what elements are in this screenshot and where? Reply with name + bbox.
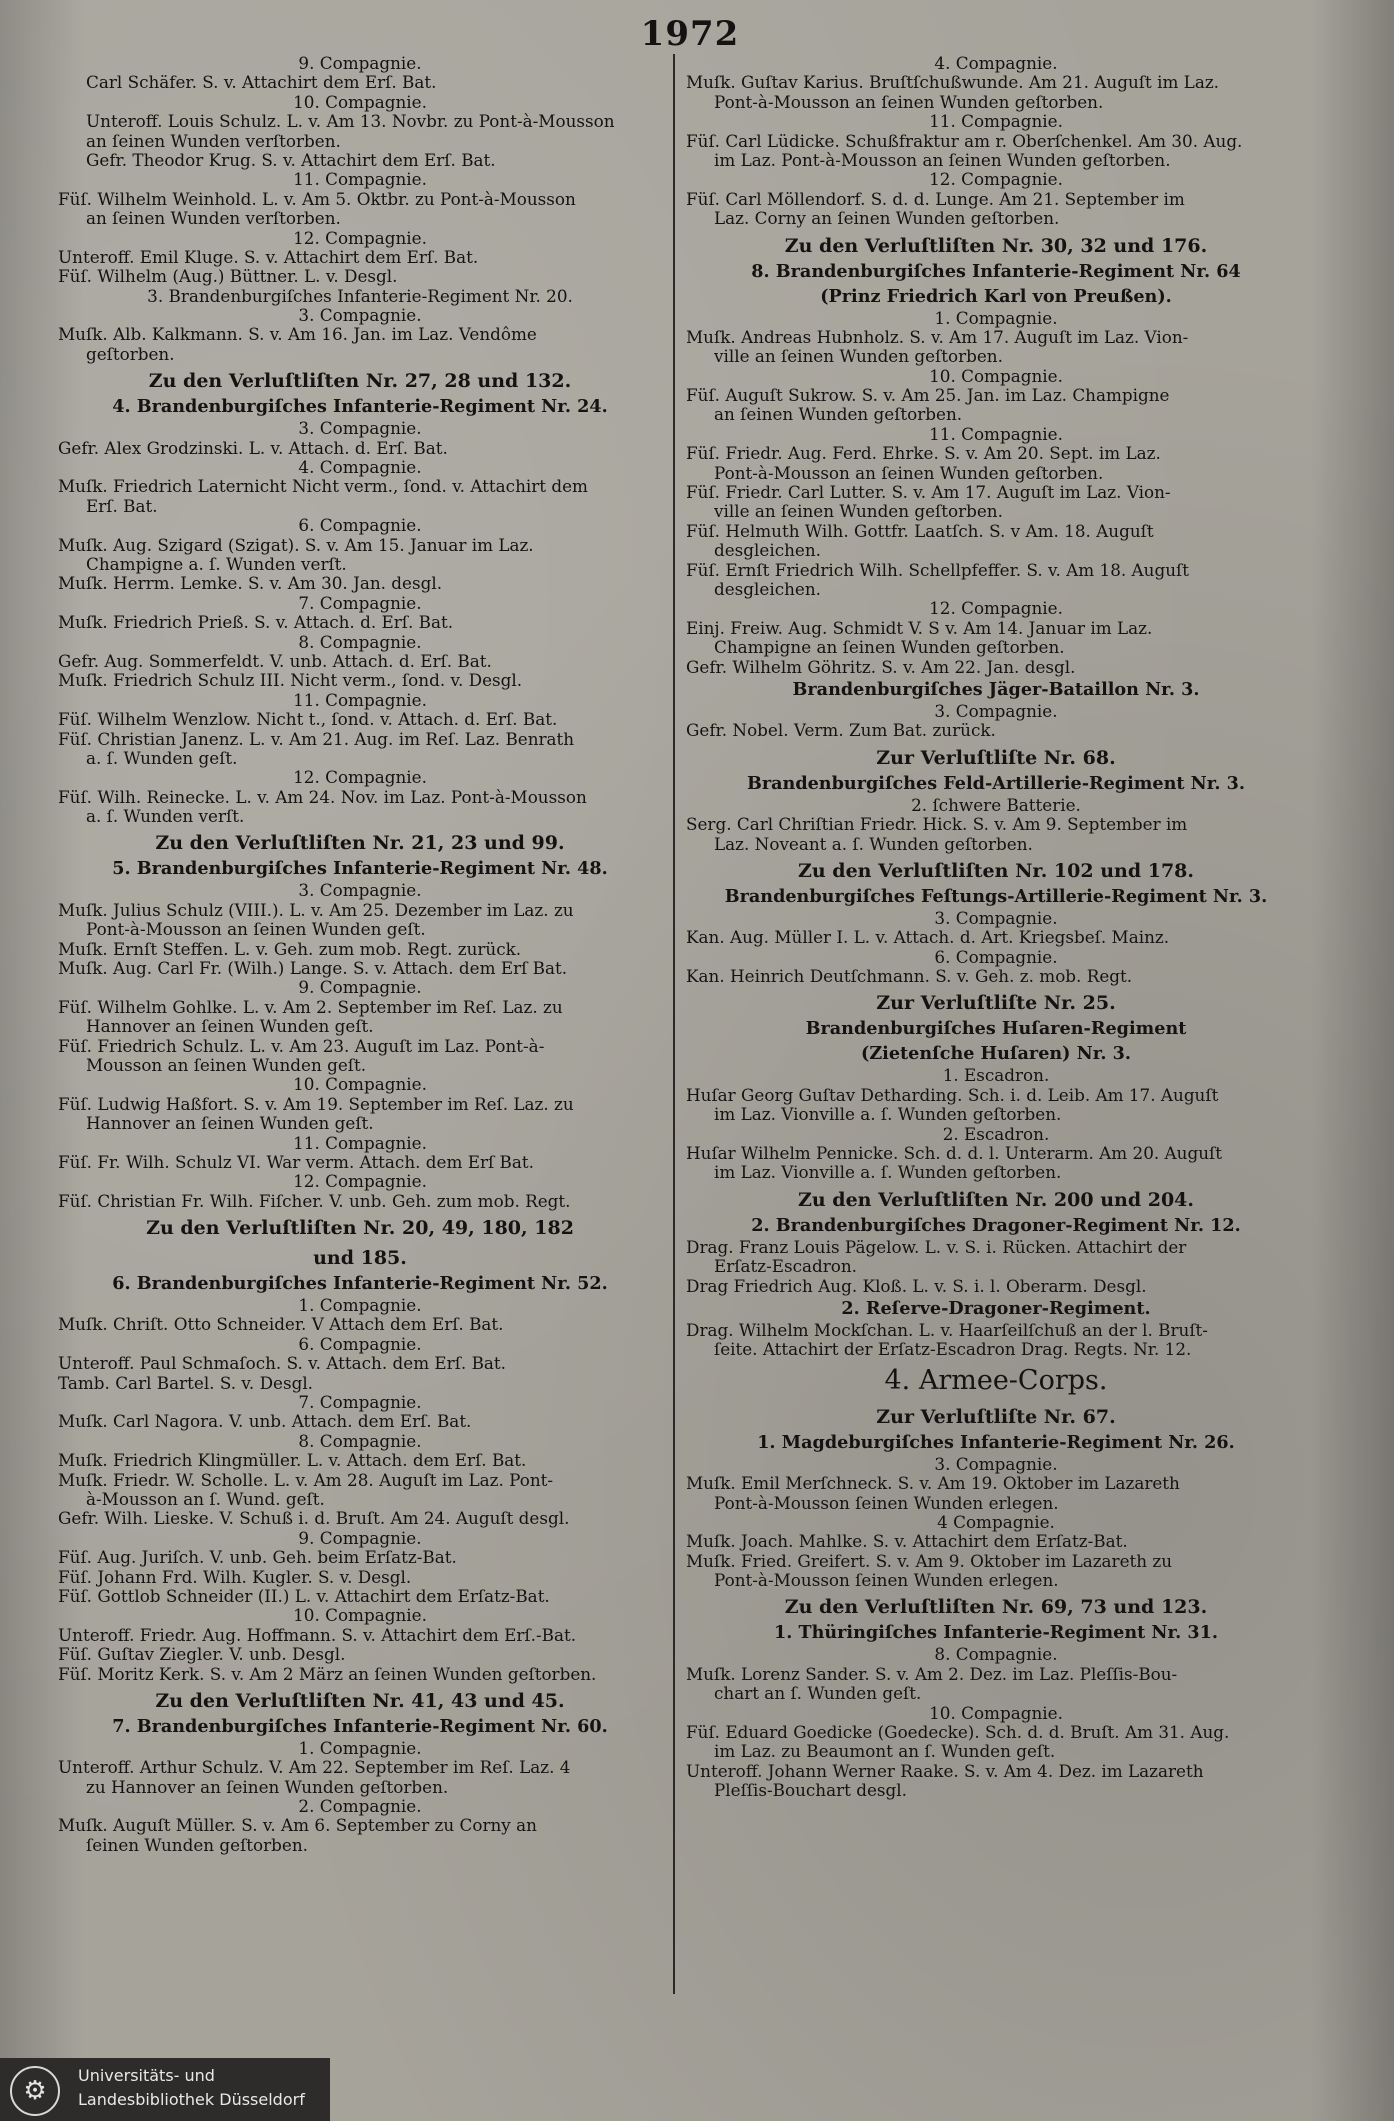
company-heading: 7. Compagnie. (298, 1393, 422, 1413)
list-heading: Zu den Verluſtliſten Nr. 200 und 204. (797, 1188, 1195, 1211)
entry-line: Huſar Georg Guſtav Detharding. Sch. i. d. Leib. Am 17. Auguſt (686, 1085, 1219, 1105)
company-heading: 3. Compagnie. (934, 908, 1058, 928)
company-heading: 12. Compagnie. (929, 599, 1063, 619)
entry-line: Füſ. Friedrich Schulz. L. v. Am 23. Auguſt im Laz. Pont-à- (58, 1036, 545, 1056)
company-heading: 7. Compagnie. (298, 593, 422, 613)
entry-line: Unteroff. Arthur Schulz. V. Am 22. September im Reſ. Laz. 4 (58, 1758, 571, 1778)
entry-line: Unteroff. Friedr. Aug. Hoffmann. S. v. Attachirt dem Erſ.-Bat. (58, 1625, 577, 1645)
entry-line: Füſ. Eduard Goedicke (Goedecke). Sch. d. d. Bruſt. Am 31. Aug. (686, 1723, 1230, 1743)
entry-continuation: an ſeinen Wunden verſtorben. (86, 209, 341, 229)
column-divider (673, 54, 675, 1994)
list-heading: Zu den Verluſtliſten Nr. 27, 28 und 132. (148, 370, 572, 393)
list-heading: Zu den Verluſtliſten Nr. 102 und 178. (797, 859, 1195, 882)
company-heading: 6. Compagnie. (298, 516, 422, 536)
entry-line: Muſk. Alb. Kalkmann. S. v. Am 16. Jan. im Laz. Vendôme (58, 325, 537, 345)
entry-continuation: Pont-à-Mousson ſeinen Wunden erlegen. (714, 1493, 1059, 1513)
entry-continuation: Carl Schäfer. S. v. Attachirt dem Erſ. Bat. (86, 73, 437, 93)
entry-line: Muſk. Emil Merſchneck. S. v. Am 19. Oktober im Lazareth (686, 1474, 1180, 1494)
company-heading: 8. Compagnie. (934, 1645, 1058, 1665)
list-heading: und 185. (313, 1247, 407, 1270)
entry-continuation: Champigne an ſeinen Wunden geſtorben. (714, 638, 1065, 658)
company-heading: 1. Compagnie. (298, 1738, 422, 1758)
entry-continuation: desgleichen. (714, 579, 821, 599)
company-heading: 11. Compagnie. (929, 112, 1063, 132)
entry-line: Muſk. Friedrich Laternicht Nicht verm., ſond. v. Attachirt dem (58, 477, 588, 497)
entry-line: Muſk. Aug. Szigard (Szigat). S. v. Am 15. Januar im Laz. (58, 535, 534, 555)
regiment-heading: 6. Brandenburgiſches Infanterie-Regiment Nr. 52. (112, 1273, 608, 1295)
company-heading: 3. Compagnie. (298, 306, 422, 326)
entry-continuation: desgleichen. (714, 541, 821, 561)
entry-continuation: im Laz. zu Beaumont an ſ. Wunden geſt. (714, 1742, 1056, 1762)
entry-line: Gefr. Aug. Sommerfeldt. V. unb. Attach. d. Erſ. Bat. (58, 651, 492, 671)
entry-line: Muſk. Julius Schulz (VIII.). L. v. Am 25. Dezember im Laz. zu (58, 900, 574, 920)
entry-continuation: Gefr. Theodor Krug. S. v. Attachirt dem Erſ. Bat. (86, 150, 496, 170)
company-heading: 11. Compagnie. (929, 424, 1063, 444)
entry-continuation: Hannover an ſeinen Wunden geſt. (86, 1114, 374, 1134)
entry-line: Muſk. Andreas Hubnholz. S. v. Am 17. Auguſt im Laz. Vion- (686, 327, 1189, 347)
entry-line: Füſ. Ludwig Haßfort. S. v. Am 19. September im Reſ. Laz. zu (58, 1094, 574, 1114)
entry-continuation: Hannover an ſeinen Wunden geſt. (86, 1017, 374, 1037)
entry-line: Füſ. Aug. Juriſch. V. unb. Geh. beim Erſatz-Bat. (58, 1548, 457, 1568)
entry-continuation: ſeinen Wunden geſtorben. (86, 1835, 308, 1855)
entry-line: Füſ. Guſtav Ziegler. V. unb. Desgl. (58, 1645, 346, 1665)
entry-line: Füſ. Christian Janenz. L. v. Am 21. Aug. im Reſ. Laz. Benrath (58, 729, 575, 749)
right-column (686, 54, 1306, 1801)
entry-line: Einj. Freiw. Aug. Schmidt V. S v. Am 14. Januar im Laz. (686, 618, 1153, 638)
entry-continuation: an ſeinen Wunden geſtorben. (714, 405, 963, 425)
regiment-heading: 2. Reſerve-Dragoner-Regiment. (841, 1297, 1151, 1319)
entry-continuation: Pleſſis-Bouchart desgl. (714, 1781, 907, 1801)
entry-continuation: Champigne a. ſ. Wunden verſt. (86, 554, 347, 574)
entry-line: Muſk. Joach. Mahlke. S. v. Attachirt dem Erſatz-Bat. (686, 1532, 1128, 1552)
entry-continuation: a. ſ. Wunden geſt. (86, 748, 238, 768)
regiment-heading: 8. Brandenburgiſches Infanterie-Regiment Nr. 64 (751, 260, 1241, 282)
entry-line: Unteroff. Paul Schmaſoch. S. v. Attach. dem Erſ. Bat. (58, 1354, 507, 1374)
entry-line: Muſk. Lorenz Sander. S. v. Am 2. Dez. im Laz. Pleſſis-Bou- (686, 1664, 1178, 1684)
regiment-heading: Brandenburgiſches Feſtungs-Artillerie-Regiment Nr. 3. (724, 885, 1268, 907)
company-heading: 10. Compagnie. (929, 366, 1063, 386)
entry-line: Muſk. Friedr. W. Scholle. L. v. Am 28. Auguſt im Laz. Pont- (58, 1470, 554, 1490)
company-heading: 8. Compagnie. (298, 1431, 422, 1451)
entry-line: Tamb. Carl Bartel. S. v. Desgl. (58, 1373, 314, 1393)
regiment-heading: Brandenburgiſches Feld-Artillerie-Regiment Nr. 3. (746, 772, 1246, 794)
left-column (58, 54, 662, 1855)
company-heading: 3. Brandenburgiſches Infanterie-Regiment Nr. 20. (147, 286, 573, 306)
library-name-line2: Landesbibliothek Düsseldorf (78, 2090, 305, 2109)
entry-line: Füſ. Wilhelm (Aug.) Büttner. L. v. Desgl. (58, 267, 398, 287)
company-heading: 3. Compagnie. (934, 701, 1058, 721)
company-heading: 1. Escadron. (942, 1066, 1050, 1086)
list-heading: Zu den Verluſtliſten Nr. 69, 73 und 123. (784, 1596, 1208, 1619)
regiment-heading: (Prinz Friedrich Karl von Preußen). (820, 285, 1172, 307)
company-heading: 10. Compagnie. (929, 1703, 1063, 1723)
entry-line: Drag. Franz Louis Pägelow. L. v. S. i. Rücken. Attachirt der (686, 1237, 1187, 1257)
entry-line: Gefr. Nobel. Verm. Zum Bat. zurück. (686, 721, 996, 741)
company-heading: 6. Compagnie. (934, 947, 1058, 967)
entry-line: Füſ. Helmuth Wilh. Gottfr. Laatſch. S. v Am. 18. Auguſt (686, 521, 1154, 541)
list-heading: Zur Verluſtliſte Nr. 25. (876, 992, 1116, 1015)
regiment-heading: Brandenburgiſches Huſaren-Regiment (805, 1018, 1187, 1040)
regiment-heading: 1. Magdeburgiſches Infanterie-Regiment Nr. 26. (757, 1431, 1235, 1453)
company-heading: 4. Compagnie. (934, 54, 1058, 73)
company-heading: 2. ſchwere Batterie. (911, 795, 1081, 815)
list-heading: Zu den Verluſtliſten Nr. 20, 49, 180, 182 (146, 1217, 574, 1240)
company-heading: 11. Compagnie. (293, 690, 427, 710)
company-heading: 12. Compagnie. (293, 228, 427, 248)
entry-line: Kan. Heinrich Deutſchmann. S. v. Geh. z. mob. Regt. (686, 967, 1133, 987)
entry-continuation: ville an ſeinen Wunden geſtorben. (714, 347, 1003, 367)
entry-line: Füſ. Fr. Wilh. Schulz VI. War verm. Attach. dem Erſ Bat. (58, 1152, 534, 1172)
entry-continuation: ville an ſeinen Wunden geſtorben. (714, 502, 1003, 522)
entry-line: Muſk. Friedrich Schulz III. Nicht verm., ſond. v. Desgl. (58, 671, 523, 691)
entry-line: Huſar Wilhelm Pennicke. Sch. d. d. l. Unterarm. Am 20. Auguſt (686, 1144, 1222, 1164)
entry-continuation: Laz. Corny an ſeinen Wunden geſtorben. (714, 209, 1060, 229)
company-heading: 1. Compagnie. (934, 308, 1058, 328)
company-heading: 12. Compagnie. (929, 170, 1063, 190)
entry-line: Gefr. Alex Grodzinski. L. v. Attach. d. Erſ. Bat. (58, 438, 448, 458)
regiment-heading: 4. Brandenburgiſches Infanterie-Regiment Nr. 24. (112, 396, 608, 418)
entry-line: Füſ. Wilh. Reinecke. L. v. Am 24. Nov. im Laz. Pont-à-Mousson (58, 787, 587, 807)
entry-continuation: à-Mousson an ſ. Wund. geſt. (86, 1490, 325, 1509)
company-heading: 4. Compagnie. (298, 458, 422, 478)
regiment-heading: 7. Brandenburgiſches Infanterie-Regiment Nr. 60. (112, 1715, 608, 1737)
entry-line: Muſk. Friedrich Prieß. S. v. Attach. d. Erſ. Bat. (58, 613, 454, 633)
library-name-line1: Universitäts- und (78, 2066, 215, 2085)
company-heading: 10. Compagnie. (293, 92, 427, 112)
entry-line: Drag Friedrich Aug. Kloß. L. v. S. i. l. Oberarm. Desgl. (686, 1276, 1147, 1296)
entry-continuation: im Laz. Vionville a. ſ. Wunden geſtorben. (714, 1163, 1062, 1183)
company-heading: 4 Compagnie. (937, 1512, 1055, 1532)
entry-continuation: zu Hannover an ſeinen Wunden geſtorben. (86, 1777, 449, 1797)
entry-line: Füſ. Wilhelm Weinhold. L. v. Am 5. Oktbr. zu Pont-à-Mousson (58, 189, 576, 209)
entry-line: Füſ. Friedr. Carl Lutter. S. v. Am 17. Auguſt im Laz. Vion- (686, 483, 1171, 503)
entry-line: Füſ. Wilhelm Gohlke. L. v. Am 2. September im Reſ. Laz. zu (58, 997, 563, 1017)
entry-continuation: geſtorben. (86, 344, 175, 364)
list-heading: Zu den Verluſtliſten Nr. 30, 32 und 176. (784, 234, 1208, 257)
library-seal-icon: ⚙ (10, 2066, 60, 2116)
entry-line: Muſk. Friedrich Klingmüller. L. v. Attach. dem Erſ. Bat. (58, 1451, 527, 1471)
entry-continuation: im Laz. Pont-à-Mousson an ſeinen Wunden geſtorben. (714, 150, 1171, 170)
entry-continuation: Laz. Noveant a. ſ. Wunden geſtorben. (714, 834, 1033, 854)
company-heading: 1. Compagnie. (298, 1296, 422, 1316)
entry-continuation: Erſatz-Escadron. (714, 1257, 858, 1277)
entry-continuation: Mousson an ſeinen Wunden geſt. (86, 1055, 367, 1075)
entry-continuation: Erſ. Bat. (86, 496, 158, 516)
library-name (78, 2064, 328, 2112)
entry-line: Muſk. Fried. Greifert. S. v. Am 9. Oktober im Lazareth zu (686, 1551, 1173, 1571)
entry-line: Füſ. Carl Lüdicke. Schußfraktur am r. Oberſchenkel. Am 30. Aug. (686, 131, 1243, 151)
regiment-heading: 2. Brandenburgiſches Dragoner-Regiment Nr. 12. (751, 1214, 1241, 1236)
company-heading: 11. Compagnie. (293, 170, 427, 190)
entry-line: Füſ. Johann Frd. Wilh. Kugler. S. v. Desgl. (58, 1567, 412, 1587)
entry-line: Füſ. Ernſt Friedrich Wilh. Schellpfeffer. S. v. Am 18. Auguſt (686, 560, 1189, 580)
entry-line: Serg. Carl Chriſtian Friedr. Hick. S. v. Am 9. September im (686, 815, 1188, 835)
entry-continuation: Pont-à-Mousson an ſeinen Wunden geſt. (86, 920, 426, 940)
list-heading: Zu den Verluſtliſten Nr. 21, 23 und 99. (155, 832, 565, 855)
entry-line: Füſ. Wilhelm Wenzlow. Nicht t., ſond. v. Attach. d. Erſ. Bat. (58, 710, 558, 730)
entry-continuation: im Laz. Vionville a. ſ. Wunden geſtorben. (714, 1105, 1062, 1125)
entry-line: Gefr. Wilhelm Göhritz. S. v. Am 22. Jan. desgl. (686, 657, 1076, 677)
entry-line: Kan. Aug. Müller I. L. v. Attach. d. Art. Kriegsbeſ. Mainz. (686, 928, 1170, 948)
company-heading: 3. Compagnie. (298, 419, 422, 439)
page-number: 1972 (640, 14, 740, 54)
company-heading: 9. Compagnie. (298, 1528, 422, 1548)
list-heading: Zur Verluſtliſte Nr. 68. (876, 746, 1116, 769)
company-heading: 12. Compagnie. (293, 1172, 427, 1192)
entry-continuation: a. ſ. Wunden verſt. (86, 807, 245, 827)
entry-line: Muſk. Auguſt Müller. S. v. Am 6. September zu Corny an (58, 1816, 537, 1836)
company-heading: 9. Compagnie. (298, 978, 422, 998)
company-heading: 2. Compagnie. (298, 1797, 422, 1817)
entry-line: Füſ. Moritz Kerk. S. v. Am 2 März an ſeinen Wunden geſtorben. (58, 1664, 597, 1684)
company-heading: 9. Compagnie. (298, 54, 422, 73)
entry-line: Füſ. Carl Möllendorf. S. d. d. Lunge. Am 21. September im (686, 189, 1185, 209)
company-heading: 11. Compagnie. (293, 1133, 427, 1153)
entry-line: Unteroff. Emil Kluge. S. v. Attachirt dem Erſ. Bat. (58, 247, 479, 267)
entry-line: Muſk. Carl Nagora. V. unb. Attach. dem Erſ. Bat. (58, 1412, 472, 1432)
entry-continuation: an ſeinen Wunden verſtorben. (86, 131, 341, 151)
entry-line: Füſ. Auguſt Sukrow. S. v. Am 25. Jan. im Laz. Champigne (686, 386, 1170, 406)
entry-line: Füſ. Gottlob Schneider (II.) L. v. Attachirt dem Erſatz-Bat. (58, 1586, 550, 1606)
entry-continuation: ſeite. Attachirt der Erſatz-Escadron Drag. Regts. Nr. 12. (714, 1340, 1192, 1360)
company-heading: 8. Compagnie. (298, 632, 422, 652)
entry-line: Muſk. Chriſt. Otto Schneider. V Attach dem Erſ. Bat. (58, 1315, 504, 1335)
entry-line: Drag. Wilhelm Mockſchan. L. v. Haarſeilſchuß an der l. Bruſt- (686, 1320, 1208, 1340)
regiment-heading: 1. Thüringiſches Infanterie-Regiment Nr. 31. (774, 1622, 1218, 1644)
list-heading: Zu den Verluſtliſten Nr. 41, 43 und 45. (155, 1689, 565, 1712)
company-heading: 10. Compagnie. (293, 1606, 427, 1626)
company-heading: 3. Compagnie. (298, 881, 422, 901)
entry-continuation: Pont-à-Mousson an ſeinen Wunden geſtorben. (714, 92, 1104, 112)
entry-line: Füſ. Christian Fr. Wilh. Fiſcher. V. unb. Geh. zum mob. Regt. (58, 1191, 571, 1211)
regiment-heading: (Zietenſche Huſaren) Nr. 3. (861, 1043, 1131, 1065)
regiment-heading: 5. Brandenburgiſches Infanterie-Regiment Nr. 48. (112, 858, 608, 880)
entry-continuation: Unteroff. Louis Schulz. L. v. Am 13. Novbr. zu Pont-à-Mousson (86, 112, 615, 132)
company-heading: 6. Compagnie. (298, 1334, 422, 1354)
entry-continuation: Pont-à-Mousson an ſeinen Wunden geſtorben. (714, 463, 1104, 483)
company-heading: 10. Compagnie. (293, 1075, 427, 1095)
company-heading: 2. Escadron. (942, 1124, 1050, 1144)
library-footer (0, 2058, 330, 2121)
corps-heading: 4. Armee-Corps. (884, 1364, 1108, 1396)
company-heading: 12. Compagnie. (293, 768, 427, 788)
company-heading: 3. Compagnie. (934, 1454, 1058, 1474)
entry-line: Muſk. Herrm. Lemke. S. v. Am 30. Jan. desgl. (58, 574, 443, 594)
entry-continuation: Pont-à-Mousson ſeinen Wunden erlegen. (714, 1571, 1059, 1591)
entry-line: Gefr. Wilh. Lieske. V. Schuß i. d. Bruſt. Am 24. Auguſt desgl. (58, 1509, 570, 1529)
regiment-heading: Brandenburgiſches Jäger-Bataillon Nr. 3. (792, 678, 1200, 700)
entry-line: Unteroff. Johann Werner Raake. S. v. Am 4. Dez. im Lazareth (686, 1761, 1204, 1781)
entry-line: Muſk. Guſtav Karius. Bruſtſchußwunde. Am 21. Auguſt im Laz. (686, 73, 1220, 93)
entry-line: Füſ. Friedr. Aug. Ferd. Ehrke. S. v. Am 20. Sept. im Laz. (686, 444, 1161, 464)
entry-line: Muſk. Aug. Carl Fr. (Wilh.) Lange. S. v. Attach. dem Erſ Bat. (58, 959, 568, 979)
entry-continuation: chart an ſ. Wunden geſt. (714, 1684, 922, 1704)
entry-line: Muſk. Ernſt Steffen. L. v. Geh. zum mob. Regt. zurück. (58, 939, 522, 959)
list-heading: Zur Verluſtliſte Nr. 67. (876, 1405, 1116, 1428)
